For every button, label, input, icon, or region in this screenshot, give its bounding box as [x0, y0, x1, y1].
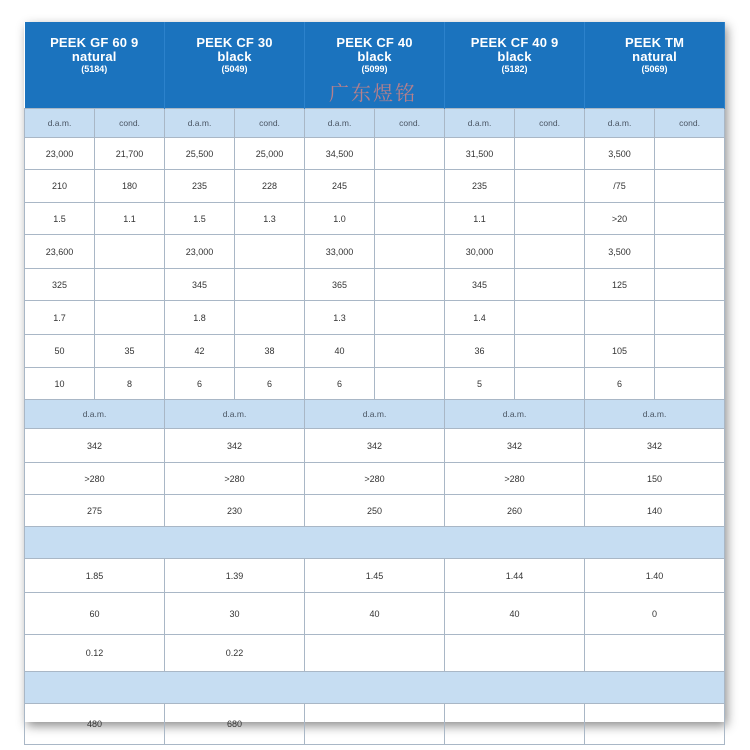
table-cell — [515, 269, 585, 301]
column-code: (5099) — [361, 64, 388, 74]
table-cell: 23,000 — [165, 235, 235, 269]
table-cell — [585, 704, 725, 745]
table-cell: 0.12 — [25, 635, 165, 672]
table-cell — [515, 335, 585, 368]
table-cell: >280 — [25, 463, 165, 495]
table-cell: 6 — [585, 368, 655, 400]
table-cell — [95, 269, 165, 301]
column-header — [305, 22, 445, 109]
table-row — [25, 635, 725, 672]
table-cell — [375, 368, 445, 400]
table-cell — [655, 235, 725, 269]
column-name: PEEK CF 40 — [336, 35, 413, 50]
table-cell — [375, 269, 445, 301]
table-row — [25, 138, 725, 170]
table-cell: 25,500 — [165, 138, 235, 170]
table-cell — [445, 704, 585, 745]
table-cell: 1.3 — [235, 203, 305, 235]
table-cell: 1.45 — [305, 559, 445, 593]
table-cell — [235, 301, 305, 335]
table-cell: 34,500 — [305, 138, 375, 170]
section-band — [25, 527, 725, 559]
column-header — [165, 22, 305, 109]
table-cell: >280 — [165, 463, 305, 495]
table-cell — [95, 301, 165, 335]
table-row — [25, 593, 725, 635]
table-cell: 150 — [585, 463, 725, 495]
column-code: (5049) — [221, 64, 248, 74]
table-cell: 342 — [25, 429, 165, 463]
table-cell — [235, 269, 305, 301]
table-cell: 365 — [305, 269, 375, 301]
sub-header-cell: d.a.m. — [305, 400, 445, 429]
table-cell: 30 — [165, 593, 305, 635]
table-cell: 42 — [165, 335, 235, 368]
table-cell — [515, 235, 585, 269]
table-cell: 5 — [445, 368, 515, 400]
sub-header-cell: cond. — [515, 109, 585, 138]
column-color: black — [217, 49, 252, 64]
table-cell — [515, 170, 585, 203]
table-row — [25, 463, 725, 495]
sub-header-cell: d.a.m. — [445, 109, 515, 138]
table-cell — [585, 635, 725, 672]
table-cell: 1.0 — [305, 203, 375, 235]
sub-header-cell: d.a.m. — [25, 400, 165, 429]
table-cell: 235 — [165, 170, 235, 203]
sub-header-cell: cond. — [235, 109, 305, 138]
table-cell: 10 — [25, 368, 95, 400]
table-cell: 1.39 — [165, 559, 305, 593]
table-cell: 342 — [305, 429, 445, 463]
table-cell: 31,500 — [445, 138, 515, 170]
table-cell: 40 — [445, 593, 585, 635]
table-cell — [515, 203, 585, 235]
table-cell: 0.22 — [165, 635, 305, 672]
table-row — [25, 495, 725, 527]
table-cell — [375, 301, 445, 335]
table-cell — [375, 203, 445, 235]
table-cell: 260 — [445, 495, 585, 527]
column-header — [585, 22, 725, 109]
sub-header-cell: d.a.m. — [585, 400, 725, 429]
table-cell: 6 — [165, 368, 235, 400]
table-cell: 250 — [305, 495, 445, 527]
column-name: PEEK CF 40 9 — [470, 35, 559, 50]
sub-header-cell: d.a.m. — [25, 109, 95, 138]
table-cell — [655, 138, 725, 170]
column-name: PEEK GF 60 9 — [50, 35, 139, 50]
column-name: PEEK TM — [624, 35, 685, 50]
table-row — [25, 368, 725, 400]
table-cell: >20 — [585, 203, 655, 235]
table-cell — [655, 269, 725, 301]
table-row — [25, 269, 725, 301]
table-cell: 21,700 — [95, 138, 165, 170]
column-color: natural — [632, 49, 677, 64]
table-cell: 1.1 — [95, 203, 165, 235]
table-cell: 40 — [305, 335, 375, 368]
sub-header-cell: cond. — [95, 109, 165, 138]
table-cell — [655, 335, 725, 368]
table-cell — [515, 301, 585, 335]
table-cell: 6 — [235, 368, 305, 400]
table-cell — [515, 368, 585, 400]
table-cell: 23,600 — [25, 235, 95, 269]
table-cell: 210 — [25, 170, 95, 203]
table-cell: 230 — [165, 495, 305, 527]
table-cell: 245 — [305, 170, 375, 203]
sub-header-cell: d.a.m. — [585, 109, 655, 138]
table-cell: 50 — [25, 335, 95, 368]
sub-header-cell: d.a.m. — [305, 109, 375, 138]
sub-header-cell: cond. — [375, 109, 445, 138]
sub-header-row — [25, 109, 725, 138]
table-cell — [585, 301, 655, 335]
column-color: natural — [71, 49, 117, 64]
table-cell: 180 — [95, 170, 165, 203]
table-cell — [655, 368, 725, 400]
table-cell: 275 — [25, 495, 165, 527]
table-cell: 1.7 — [25, 301, 95, 335]
sub-header-merged-row — [25, 400, 725, 429]
table-cell: 342 — [445, 429, 585, 463]
table-cell: 40 — [305, 593, 445, 635]
column-header — [25, 22, 165, 109]
table-cell — [235, 235, 305, 269]
table-cell — [655, 170, 725, 203]
table-cell: 1.4 — [445, 301, 515, 335]
table-cell: 325 — [25, 269, 95, 301]
table-cell — [655, 301, 725, 335]
table-cell: >280 — [445, 463, 585, 495]
table-cell: 25,000 — [235, 138, 305, 170]
table-cell: 480 — [25, 704, 165, 745]
column-color: black — [357, 49, 392, 64]
table-cell: 36 — [445, 335, 515, 368]
table-cell: 345 — [165, 269, 235, 301]
table-cell — [375, 170, 445, 203]
column-code: (5182) — [501, 64, 528, 74]
table-cell: 30,000 — [445, 235, 515, 269]
column-name: PEEK CF 30 — [196, 35, 273, 50]
table-cell: 35 — [95, 335, 165, 368]
table-cell: 125 — [585, 269, 655, 301]
table-cell: /75 — [585, 170, 655, 203]
table-cell — [445, 635, 585, 672]
table-cell — [655, 203, 725, 235]
band-cell — [25, 527, 725, 559]
section-band — [25, 672, 725, 704]
table-cell: 1.1 — [445, 203, 515, 235]
column-code: (5184) — [81, 64, 108, 74]
table-cell: 60 — [25, 593, 165, 635]
table-row — [25, 203, 725, 235]
table-cell — [515, 138, 585, 170]
table-cell: 1.5 — [25, 203, 95, 235]
table-cell — [375, 335, 445, 368]
table-cell: 1.3 — [305, 301, 375, 335]
sub-header-cell: d.a.m. — [165, 400, 305, 429]
table-row — [25, 429, 725, 463]
table-row — [25, 235, 725, 269]
table-cell: 345 — [445, 269, 515, 301]
table-cell: >280 — [305, 463, 445, 495]
header-row — [25, 22, 725, 109]
datasheet-frame — [24, 22, 724, 729]
table-cell: 1.40 — [585, 559, 725, 593]
table-cell — [95, 235, 165, 269]
table-cell: 1.5 — [165, 203, 235, 235]
properties-table — [24, 22, 725, 745]
table-cell: 680 — [165, 704, 305, 745]
sub-header-cell: d.a.m. — [445, 400, 585, 429]
table-cell: 105 — [585, 335, 655, 368]
table-row — [25, 704, 725, 745]
table-cell: 235 — [445, 170, 515, 203]
watermark-text: 广东煜铭 — [329, 81, 417, 105]
column-code: (5069) — [641, 64, 668, 74]
table-cell — [375, 138, 445, 170]
table-cell: 342 — [165, 429, 305, 463]
table-cell — [305, 704, 445, 745]
band-cell — [25, 672, 725, 704]
table-cell: 1.44 — [445, 559, 585, 593]
table-cell: 228 — [235, 170, 305, 203]
table-cell: 1.8 — [165, 301, 235, 335]
table-cell: 23,000 — [25, 138, 95, 170]
table-row — [25, 335, 725, 368]
sub-header-cell: d.a.m. — [165, 109, 235, 138]
table-cell: 0 — [585, 593, 725, 635]
table-cell: 6 — [305, 368, 375, 400]
table-row — [25, 170, 725, 203]
table-cell — [305, 635, 445, 672]
table-cell: 3,500 — [585, 138, 655, 170]
table-cell: 33,000 — [305, 235, 375, 269]
column-color: black — [497, 49, 532, 64]
table-cell — [375, 235, 445, 269]
table-cell: 342 — [585, 429, 725, 463]
table-cell: 8 — [95, 368, 165, 400]
sub-header-cell: cond. — [655, 109, 725, 138]
table-cell: 140 — [585, 495, 725, 527]
table-row — [25, 301, 725, 335]
table-cell: 38 — [235, 335, 305, 368]
table-cell: 3,500 — [585, 235, 655, 269]
column-header — [445, 22, 585, 109]
table-cell: 1.85 — [25, 559, 165, 593]
table-row — [25, 559, 725, 593]
